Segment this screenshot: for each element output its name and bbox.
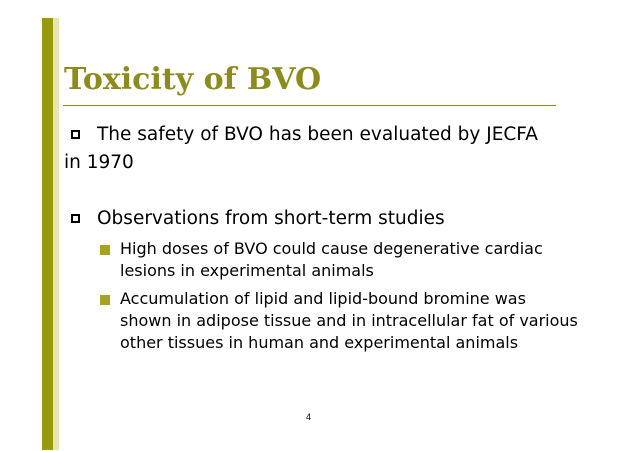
filled-square-bullet-icon	[100, 295, 110, 305]
subbullet-item-cardiac-lesions	[96, 238, 580, 282]
bullet-text: Observations from short-term studies	[97, 208, 445, 229]
bullet-text: The safety of BVO has been evaluated by JECFA in 1970	[64, 124, 538, 173]
page-number: 4	[306, 412, 312, 422]
filled-square-bullet-icon	[100, 245, 110, 255]
slide-title: Toxicity of BVO	[64, 62, 322, 97]
accent-bar-dark	[42, 18, 53, 450]
subbullet-text: Accumulation of lipid and lipid-bound bromine was shown in adipose tissue and in intracellular fat of various other tissues in human and experimental animals	[120, 289, 578, 352]
subbullet-item-lipid-accumulation	[96, 288, 580, 376]
subbullet-text: High doses of BVO could cause degenerative cardiac lesions in experimental animals	[120, 239, 543, 280]
title-underline	[63, 105, 556, 106]
bullet-item-observations	[64, 205, 554, 233]
accent-bar-light	[53, 18, 59, 450]
bullet-item-bvo-safety	[64, 121, 554, 177]
hollow-square-bullet-icon	[71, 214, 80, 223]
